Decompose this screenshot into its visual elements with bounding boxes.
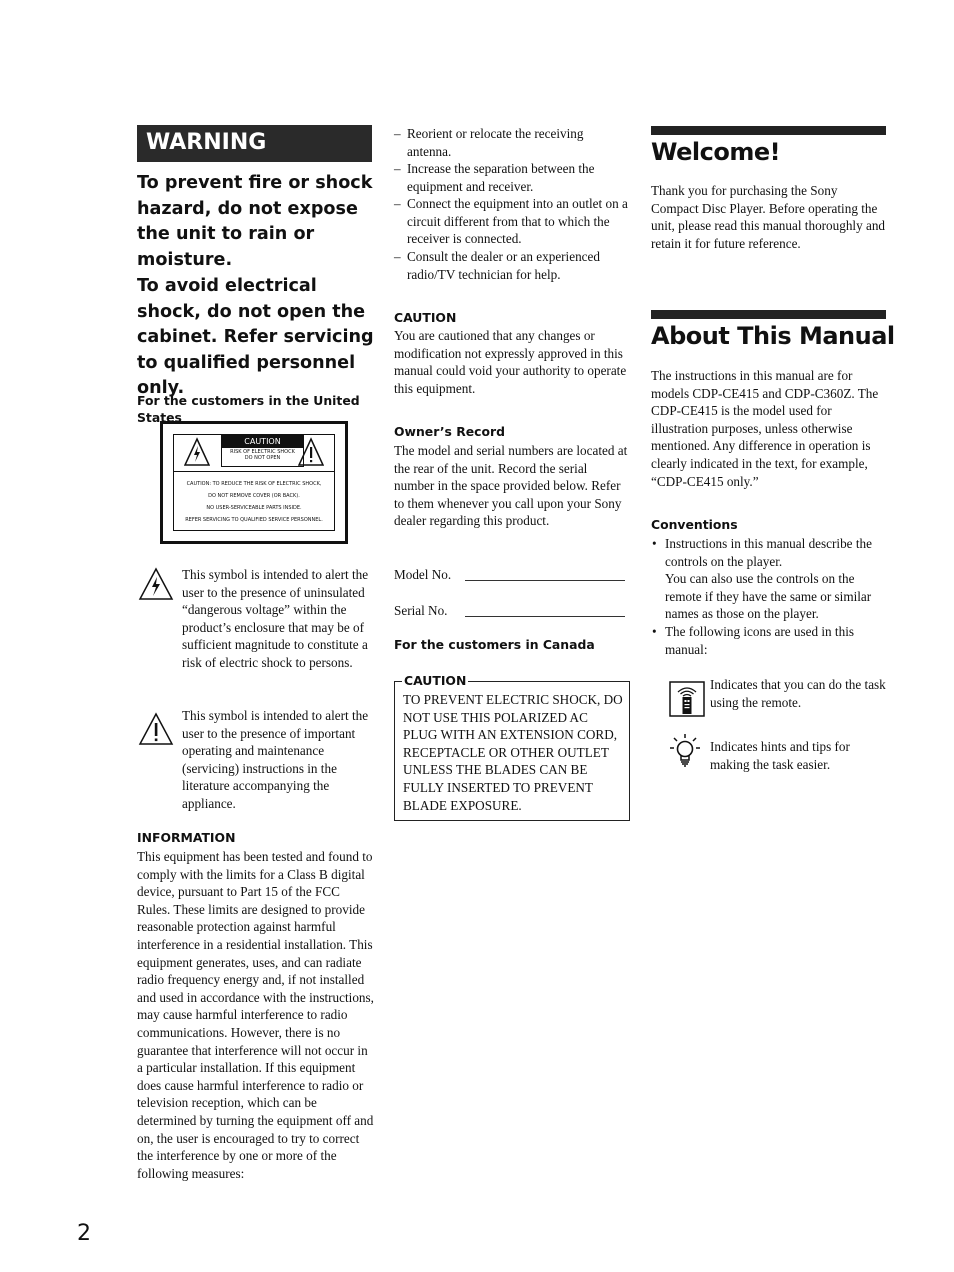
measure-item: – Connect the equipment into an outlet on a circuit different from that to which the receiver is connected. — [394, 196, 628, 247]
information-heading: INFORMATION — [137, 830, 236, 845]
warning-title: WARNING — [146, 130, 267, 155]
information-text: This equipment has been tested and found to comply with the limits for a Class B digital device, pursuant to Part 15 of the FCC Rules. These limits are designed to provide reasonable protection against harmful interference in a residential installation. This equipment generates, uses, and can radiate radio frequency energy and, if not installed and used in accordance with the instructions, may cause harmful interference to radio communications. However, there is no guarantee that interference will not occur in a particular installation. If this equipment does cause harmful interference to radio or television reception, which can be determined by turning the equipment off and on, the user is encouraged to try to correct the interference by one or more of the following measures: — [137, 849, 374, 1181]
model-no-label: Model No. — [394, 567, 452, 582]
about-heading: About This Manual — [651, 322, 895, 350]
lightning-symbol-text: This symbol is intended to alert the user to the presence of uninsulated “dangerous voltage” within the product’s enclosure that may be of sufficient magnitude to constitute a risk of electric shock to persons. — [182, 567, 369, 670]
label-divider — [174, 471, 334, 472]
us-customers-heading: For the customers in the United States — [137, 393, 360, 425]
label-line-4: REFER SERVICING TO QUALIFIED SERVICE PERSONNEL. — [185, 517, 323, 523]
caution-text: You are cautioned that any changes or modification not expressly approved in this manual could void your authority to operate this equipment. — [394, 328, 627, 396]
canada-caution-title: CAUTION — [404, 673, 467, 688]
exclamation-symbol-icon — [138, 712, 174, 746]
label-line-3: NO USER-SERVICEABLE PARTS INSIDE. — [206, 505, 302, 511]
exclamation-triangle-icon — [298, 437, 324, 467]
welcome-text: Thank you for purchasing the Sony Compact Disc Player. Before operating the unit, please read this manual thoroughly and retain it for future reference. — [651, 183, 886, 251]
canada-caution-text: TO PREVENT ELECTRIC SHOCK, DO NOT USE THIS POLARIZED AC PLUG WITH AN EXTENSION CORD, RECEPTACLE OR OTHER OUTLET UNLESS THE BLADES CAN BE FULLY INSERTED TO PREVENT BLADE EXPOSURE. — [403, 692, 623, 813]
measure-item: – Consult the dealer or an experienced radio/TV technician for help. — [394, 249, 600, 282]
label-line-1: CAUTION: TO REDUCE THE RISK OF ELECTRIC SHOCK, — [186, 481, 322, 487]
about-text: The instructions in this manual are for models CDP-CE415 and CDP-C360Z. The CDP-CE415 is the model used for illustration purposes, unless otherwise mentioned. Any difference in operation is clearly indicated in the text, for example, “CDP-CE415 only.” — [651, 368, 879, 489]
serial-no-label: Serial No. — [394, 603, 448, 618]
canada-caution-box — [394, 673, 630, 821]
owners-record-heading: Owner’s Record — [394, 424, 506, 439]
caution-badge: CAUTION RISK OF ELECTRIC SHOCK DO NOT OPEN — [221, 435, 304, 467]
lightning-triangle-icon — [184, 437, 210, 467]
about-rule — [651, 310, 886, 319]
welcome-rule — [651, 126, 886, 135]
warning-header-bar — [137, 125, 372, 162]
list-item: • The following icons are used in this manual: — [652, 624, 854, 657]
remote-icon-text: Indicates that you can do the task using the remote. — [710, 677, 886, 710]
page-number: 2 — [77, 1221, 91, 1246]
fire-warning-text: To prevent fire or shock hazard, do not expose the unit to rain or moisture. — [137, 173, 373, 270]
label-line-2: DO NOT REMOVE COVER (OR BACK). — [208, 493, 300, 499]
measure-item: – Increase the separation between the equipment and receiver. — [394, 161, 595, 194]
exclamation-symbol-text: This symbol is intended to alert the user to the presence of important operating and maintenance (servicing) instructions in the literature accompanying the appliance. — [182, 708, 369, 811]
hint-icon-text: Indicates hints and tips for making the task easier. — [710, 739, 850, 772]
conventions-heading: Conventions — [651, 517, 738, 532]
serial-no-line — [465, 616, 625, 617]
owners-record-text: The model and serial numbers are located at the rear of the unit. Record the serial number in the space provided below. Refer to them whenever you call upon your Sony dealer regarding this product. — [394, 443, 628, 529]
caution-heading: CAUTION — [394, 310, 457, 325]
canada-heading: For the customers in Canada — [394, 637, 595, 652]
model-no-line — [465, 580, 625, 581]
lightning-symbol-icon — [138, 567, 174, 601]
list-item: • Instructions in this manual describe the controls on the player. You can also use the controls on the remote if they have the same or similar names as those on the player. — [652, 536, 872, 622]
welcome-heading: Welcome! — [651, 138, 781, 166]
remote-control-icon — [669, 681, 705, 717]
lightbulb-icon — [669, 733, 701, 767]
measure-item: – Reorient or relocate the receiving antenna. — [394, 126, 584, 159]
caution-label-illustration — [160, 421, 348, 544]
shock-warning-text: To avoid electrical shock, do not open the cabinet. Refer servicing to qualified personnel only. — [137, 276, 374, 398]
